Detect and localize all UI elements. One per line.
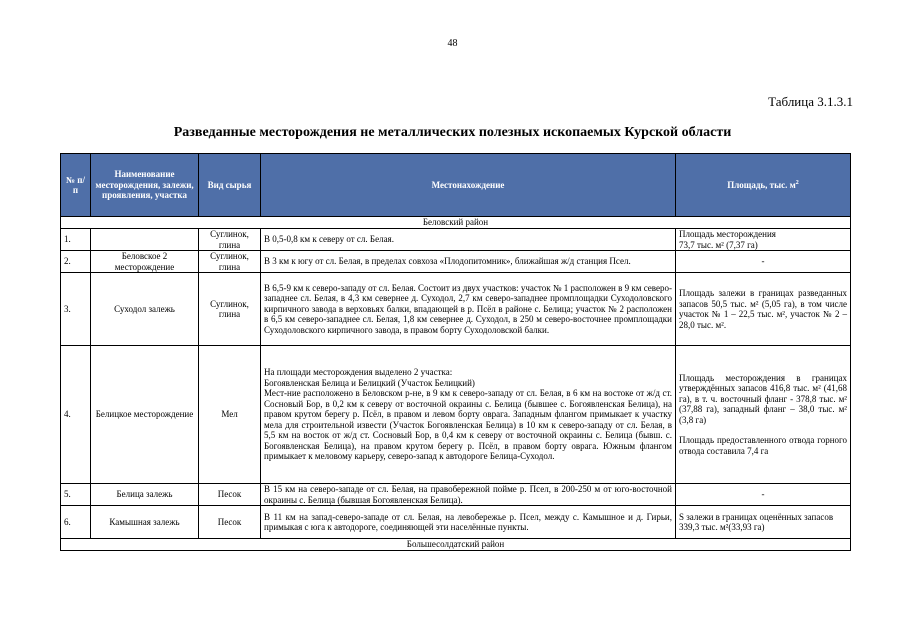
row-location: В 11 км на запад-северо-западе от сл. Белая, на левобережье р. Псел, между с. Камышное и д. Гирьи, примыкая с юга к автодороге, соединяющей эти населённые пункты. [261,506,676,539]
row-name [91,229,199,251]
row-location-line: Мест-ние расположено в Беловском р-не, в 9 км к северо-западу от сл. Белая, в 6 км на востоке от ж/д ст. Сосновый Бор, в 0,2 км к северу от восточной окраины с. Белица (бывшее с. Богоявленская Белица), на правом крутом берегу р. Псёл, в правом и левом борту оврага. Западным флангом примыкает к участку мела для строительной извести (Участок Богоявленская Белица) в 10 км к северо-западу от сл. Белая, в 5,5 км на восток от ж/д ст. Сосновый Бор, в 0,4 км к северу от восточной окраины с. Белица (бывш. с. Богоявленская Белица), на правом крутом берегу р. Псёл, в правом борту оврага. Южным флангом примыкает к меловому карьеру, северо-запад к автодороге Белица-Суходол. [264,388,672,462]
header-area [676,154,851,217]
row-name: Суходол залежь [91,273,199,346]
row-name: Белицкое месторождение [91,346,199,484]
row-material: Суглинок, глина [199,229,261,251]
row-location: В 6,5-9 км к северо-западу от сл. Белая. Состоит из двух участков: участок № 1 расположен в 9 км северо-западнее сл. Белая, в 4,3 км севернее д. Суходол, 2,7 км северо-западнее промплощадки Суходоловского кирпичного завода в верховьях балки, впадающей в р. Псёл в районе с. Белица; участок № 2 расположен в 6,5 км северо-западнее сл. Белая, 1,8 км севернее д. Суходол, в 250 м северо-восточнее промплощадки Суходоловского кирпичного завода, в правом борту Суходоловской балки. [261,273,676,346]
row-location: В 3 км к югу от сл. Белая, в пределах совхоза «Плодопитомник», ближайшая ж/д станция Псел. [261,251,676,273]
row-name: Беловское 2 месторождение [91,251,199,273]
row-area-line: Площадь предоставленного отвода горного отвода составила 7,4 га [679,435,847,456]
row-location: В 0,5-0,8 км к северу от сл. Белая. [261,229,676,251]
row-name: Камышная залежь [91,506,199,539]
header-area-text: Площадь, тыс. м [727,179,796,190]
row-location [261,346,676,484]
row-area [676,229,851,251]
table-row [61,273,851,346]
spacer [679,425,847,435]
row-area-line: Площадь месторождения в границах утверждённых запасов 416,8 тыс. м² (41,68 га), в т. ч. восточный фланг - 378,8 тыс. м² (37,88 га), западный фланг – 38,0 тыс. м² (3,8 га) [679,372,847,425]
header-material: Вид сырья [199,154,261,217]
row-num: 1. [61,229,91,251]
row-area: S залежи в границах оценённых запасов 339,3 тыс. м²(33,93 га) [676,506,851,539]
table-row [61,506,851,539]
region-row [61,217,851,229]
row-area: - [676,484,851,506]
row-material: Мел [199,346,261,484]
row-area-line: Площадь месторождения [679,229,776,239]
document-title: Разведанные месторождения не металлических полезных ископаемых Курской области [173,125,732,140]
table-row [61,229,851,251]
row-num: 5. [61,484,91,506]
table-id: Таблица 3.1.3.1 [768,94,853,109]
row-area: Площадь залежи в границах разведанных запасов 50,5 тыс. м² (5,05 га), в том числе участок № 1 – 22,5 тыс. м², участок № 2 – 28,0 тыс. м². [676,273,851,346]
row-material: Суглинок, глина [199,273,261,346]
row-area: - [676,251,851,273]
table-row [61,484,851,506]
row-area-line: 73,7 тыс. м² (7,37 га) [679,239,758,250]
deposits-table [60,153,851,551]
row-location: В 15 км на северо-западе от сл. Белая, на правобережной пойме р. Псел, в 200-250 м от юго-восточной окраины с. Белица (бывшая Богоявленская Белица). [261,484,676,506]
row-area [676,346,851,484]
row-material: Песок [199,506,261,539]
header-row [61,154,851,217]
table-row [61,251,851,273]
row-num: 6. [61,506,91,539]
row-num: 2. [61,251,91,273]
region-row [61,539,851,551]
header-area-sup: 2 [795,179,799,186]
row-num: 3. [61,273,91,346]
header-num: № п/п [61,154,91,217]
row-location-line: На площади месторождения выделено 2 участка: [264,367,453,378]
header-location: Местонахождение [261,154,676,217]
row-location-line: Богоявленская Белица и Белицкий (Участок Белицкий) [264,377,475,388]
header-name: Наименование месторождения, залежи, проявления, участка [91,154,199,217]
region-first: Беловский район [61,217,851,229]
row-name: Белица залежь [91,484,199,506]
page-number: 48 [447,38,458,49]
region-last: Большесолдатский район [61,539,851,551]
row-num: 4. [61,346,91,484]
row-material: Песок [199,484,261,506]
row-material: Суглинок, глина [199,251,261,273]
table-row [61,346,851,484]
